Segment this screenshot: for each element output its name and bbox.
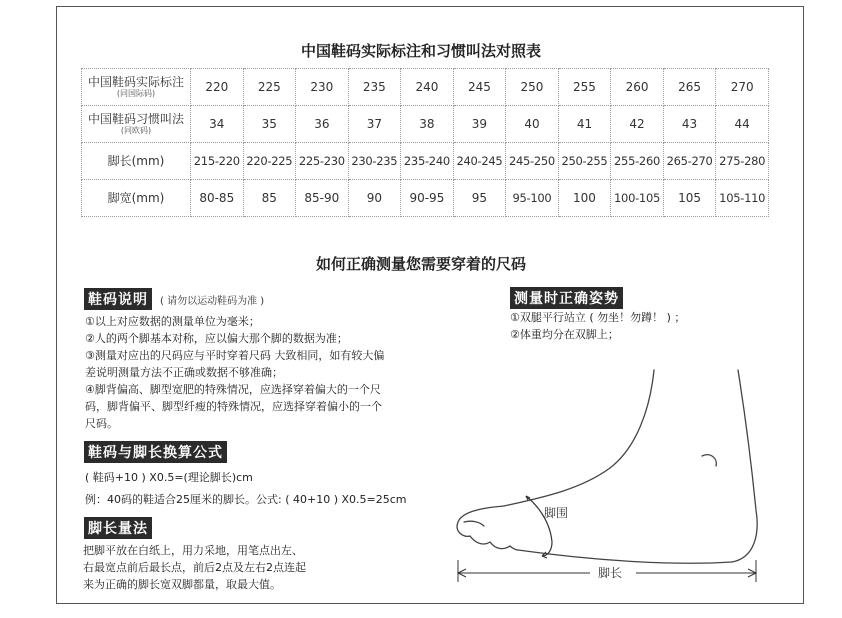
table-cell: 105-110 xyxy=(716,180,769,217)
table-cell: 275-280 xyxy=(716,143,769,180)
method-text xyxy=(83,542,306,593)
method-line: 右最宽点前后最长点，前后2点及左右2点连起 xyxy=(83,561,306,574)
table-cell: 255 xyxy=(558,69,611,106)
table-cell: 43 xyxy=(663,106,716,143)
table-cell: 230 xyxy=(296,69,349,106)
table-row xyxy=(82,143,769,180)
row-sublabel: (同欧码) xyxy=(120,126,152,135)
table-cell: 36 xyxy=(296,106,349,143)
table-cell: 225 xyxy=(243,69,296,106)
table-cell: 44 xyxy=(716,106,769,143)
row-header xyxy=(82,143,191,180)
table-cell: 95 xyxy=(453,180,506,217)
row-header xyxy=(82,69,191,106)
table-cell: 240-245 xyxy=(453,143,506,180)
row-label: 中国鞋码习惯叫法 xyxy=(87,112,184,126)
table-row xyxy=(82,106,769,143)
size-note-item: ③测量对应出的尺码应与平时穿着尺码 大致相同，如有较大偏 xyxy=(85,349,385,362)
girth-label: 脚围 xyxy=(544,506,569,520)
posture-text xyxy=(510,309,685,343)
table-cell: 235 xyxy=(348,69,401,106)
table-cell: 250-255 xyxy=(558,143,611,180)
table-cell: 41 xyxy=(558,106,611,143)
row-label: 脚宽(mm) xyxy=(107,190,165,205)
table-cell: 250 xyxy=(506,69,559,106)
table-cell: 220-225 xyxy=(243,143,296,180)
table-cell: 245-250 xyxy=(506,143,559,180)
row-sublabel: (同国际码) xyxy=(116,89,156,98)
table-cell: 80-85 xyxy=(191,180,244,217)
size-note-heading: 鞋码说明 xyxy=(84,288,152,310)
table-cell: 85-90 xyxy=(296,180,349,217)
table-cell: 90-95 xyxy=(401,180,454,217)
size-note-item: ④脚背偏高、脚型宽肥的特殊情况，应选择穿着偏大的一个尺 xyxy=(85,383,381,396)
size-note-item: ②人的两个脚基本对称，应以偏大那个脚的数据为准； xyxy=(85,332,348,345)
table-cell: 260 xyxy=(611,69,664,106)
table-cell: 265 xyxy=(663,69,716,106)
table-row xyxy=(82,180,769,217)
posture-line: ②体重均分在双脚上； xyxy=(510,328,619,341)
table-cell: 34 xyxy=(191,106,244,143)
length-label: 脚长 xyxy=(598,566,623,580)
toe xyxy=(470,536,490,544)
table-cell: 265-270 xyxy=(663,143,716,180)
table-cell: 38 xyxy=(401,106,454,143)
toe xyxy=(510,546,518,550)
row-header xyxy=(82,106,191,143)
table-cell: 105 xyxy=(663,180,716,217)
heel-outline xyxy=(732,370,757,562)
table-cell: 100-105 xyxy=(611,180,664,217)
method-line: 把脚平放在白纸上，用力采地，用笔点出左、 xyxy=(83,544,303,557)
size-note-item: 差说明测量方法不正确或数据不够准确； xyxy=(85,366,283,379)
size-note-item: 尺码。 xyxy=(85,417,118,430)
table-cell: 95-100 xyxy=(506,180,559,217)
table-cell: 230-235 xyxy=(348,143,401,180)
table-cell: 42 xyxy=(611,106,664,143)
row-label: 脚长(mm) xyxy=(107,153,165,168)
measure-title: 如何正确测量您需要穿着的尺码 xyxy=(315,255,526,273)
posture-heading: 测量时正确姿势 xyxy=(510,287,623,309)
table-cell: 240 xyxy=(401,69,454,106)
method-line: 来为正确的脚长宽双脚都量，取最大值。 xyxy=(83,578,281,591)
instep-outline xyxy=(504,370,654,506)
row-label: 中国鞋码实际标注 xyxy=(87,75,184,89)
posture-line: ①双腿平行站立 ( 勿坐！勿蹲！ ) ； xyxy=(510,311,686,324)
size-note-item: ①以上对应数据的测量单位为毫米； xyxy=(85,315,260,328)
method-heading: 脚长量法 xyxy=(84,517,152,539)
table-row xyxy=(82,69,769,106)
table-cell: 215-220 xyxy=(191,143,244,180)
table-cell: 255-260 xyxy=(611,143,664,180)
table-cell: 37 xyxy=(348,106,401,143)
table-cell: 235-240 xyxy=(401,143,454,180)
table-cell: 35 xyxy=(243,106,296,143)
size-table xyxy=(81,68,769,217)
row-header xyxy=(82,180,191,217)
table-cell: 225-230 xyxy=(296,143,349,180)
toe-line xyxy=(464,521,484,526)
sole-outline xyxy=(518,550,732,563)
formula-heading: 鞋码与脚长换算公式 xyxy=(84,441,227,463)
big-toe xyxy=(457,506,504,536)
formula-line2: 例：40码的鞋适合25厘米的脚长。公式: ( 40+10 ) X0.5=25cm xyxy=(85,493,407,506)
table-cell: 245 xyxy=(453,69,506,106)
table-title: 中国鞋码实际标注和习惯叫法对照表 xyxy=(300,42,541,60)
table-cell: 270 xyxy=(716,69,769,106)
formula-line1: ( 鞋码+10 ) X0.5=(理论脚长)cm xyxy=(85,471,253,484)
table-cell: 40 xyxy=(506,106,559,143)
toe xyxy=(490,542,510,549)
table-cell: 220 xyxy=(191,69,244,106)
size-note-item: 码，脚背偏平、脚型纤瘦的特殊情况，应选择穿着偏小的一个 xyxy=(85,400,382,413)
size-note-hint: ( 请勿以运动鞋码为准 ) xyxy=(160,296,265,307)
table-cell: 85 xyxy=(243,180,296,217)
table-cell: 39 xyxy=(453,106,506,143)
table-cell: 90 xyxy=(348,180,401,217)
table-cell: 100 xyxy=(558,180,611,217)
size-note-list xyxy=(85,313,384,432)
foot-illustration xyxy=(440,360,770,590)
ankle-bone xyxy=(702,455,716,466)
